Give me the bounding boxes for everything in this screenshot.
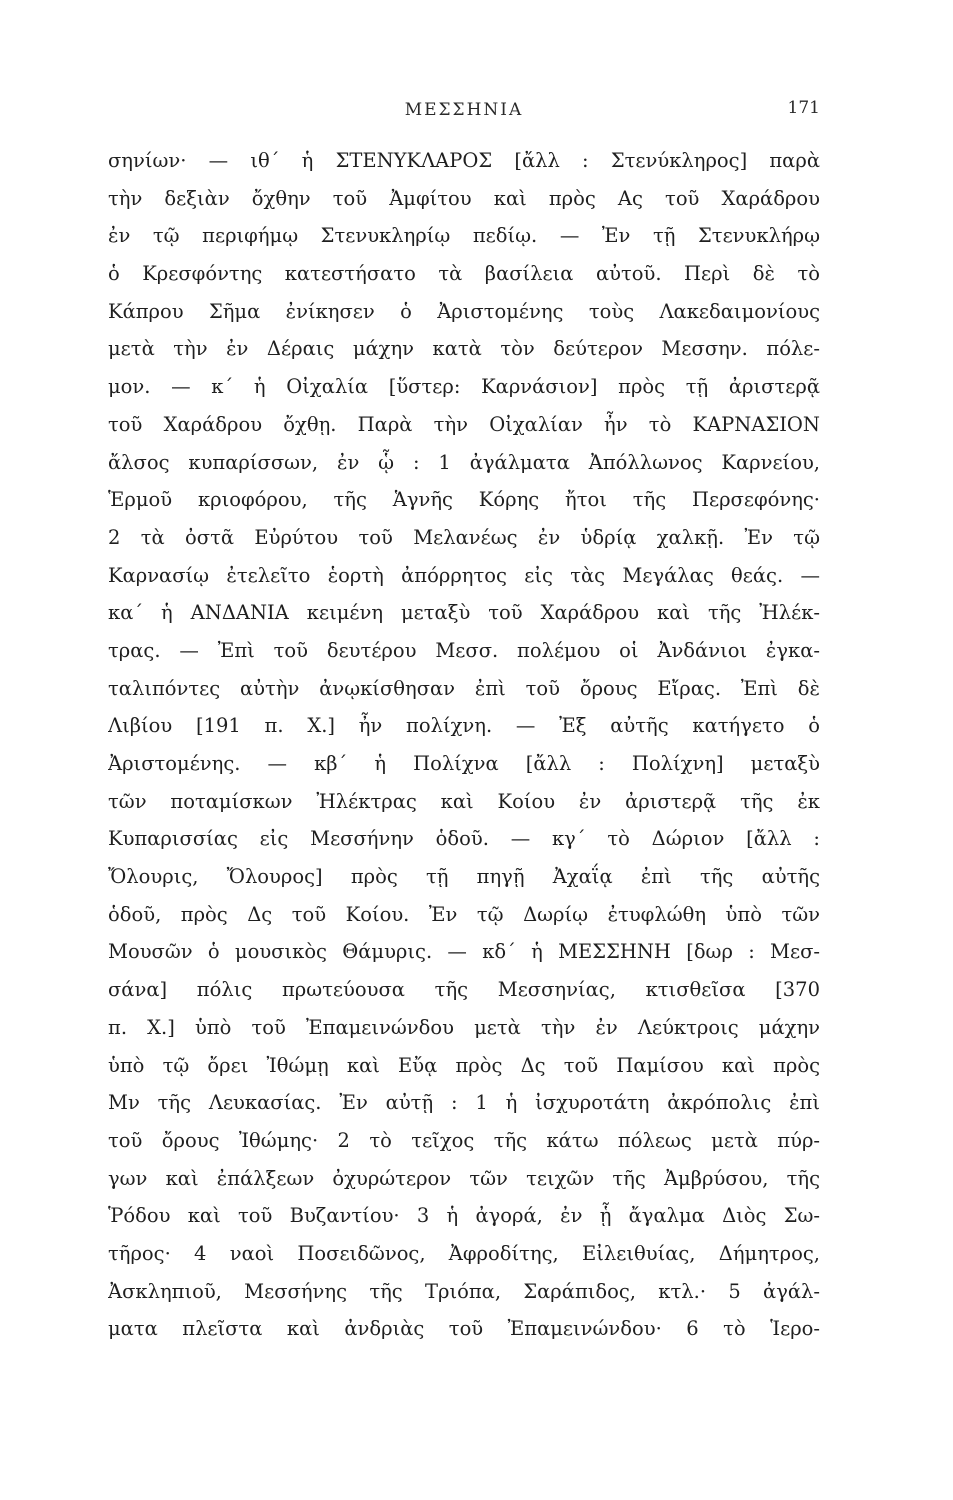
running-title: ΜΕΣΣΗΝΙΑ xyxy=(404,100,524,120)
text-line: μετὰ τὴν ἐν Δέραις μάχην κατὰ τὸν δεύτερον Μεσσην. πόλε- xyxy=(108,337,820,361)
text-line: Ῥόδου καὶ τοῦ Βυζαντίου· 3 ἡ ἀγορά, ἐν ᾗ ἄγαλμα Διὸς Σω- xyxy=(108,1204,820,1228)
text-line: τῶν ποταμίσκων Ἠλέκτρας καὶ Κοίου ἐν ἀριστερᾷ τῆς ἐκ xyxy=(108,789,820,813)
text-line: τοῦ ὄρους Ἰθώμης· 2 τὸ τεῖχος τῆς κάτω πόλεως μετὰ πύρ- xyxy=(108,1128,820,1152)
text-line: Ἀσκληπιοῦ, Μεσσήνης τῆς Τριόπα, Σαράπιδος, κτλ.· 5 ἀγάλ- xyxy=(108,1279,820,1303)
text-line: 2 τὰ ὀστᾶ Εὐρύτου τοῦ Μελανέως ἐν ὑδρίᾳ χαλκῇ. Ἐν τῷ xyxy=(108,525,820,549)
text-line: Ἑρμοῦ κριοφόρου, τῆς Ἁγνῆς Κόρης ἤτοι τῆς Περσεφόνης· xyxy=(108,488,820,512)
text-line: τὴν δεξιὰν ὄχθην τοῦ Ἀμφίτου καὶ πρὸς Ας τοῦ Χαράδρου xyxy=(108,186,820,210)
text-line: σάνα] πόλις πρωτεύουσα τῆς Μεσσηνίας, κτισθεῖσα [370 xyxy=(108,978,820,1002)
text-line: ἄλσος κυπαρίσσων, ἐν ᾧ : 1 ἀγάλματα Ἀπόλλωνος Καρνείου, xyxy=(108,450,820,474)
text-body xyxy=(108,142,820,1348)
text-line: κα΄ ἡ ΑΝΔΑΝΙΑ κειμένη μεταξὺ τοῦ Χαράδρου καὶ τῆς Ἠλέκ- xyxy=(108,601,820,625)
text-line: ματα πλεῖστα καὶ ἀνδριὰς τοῦ Ἐπαμεινώνδου· 6 τὸ Ἱερο- xyxy=(108,1317,820,1341)
text-line: τρας. — Ἐπὶ τοῦ δευτέρου Μεσσ. πολέμου οἱ Ἀνδάνιοι ἐγκα- xyxy=(108,638,820,662)
page-header xyxy=(108,100,820,130)
text-line: Κάπρου Σῆμα ἐνίκησεν ὁ Ἀριστομένης τοὺς Λακεδαιμονίους xyxy=(108,299,820,323)
text-line: μον. — κ΄ ἡ Οἰχαλία [ὕστερ: Καρνάσιον] πρὸς τῇ ἀριστερᾷ xyxy=(108,375,820,399)
text-line: Μουσῶν ὁ μουσικὸς Θάμυρις. — κδ΄ ἡ ΜΕΣΣΗΝΗ [δωρ : Μεσ- xyxy=(108,940,820,964)
text-line: Ἀριστομένης. — κβ΄ ἡ Πολίχνα [ἄλλ : Πολίχνη] μεταξὺ xyxy=(108,752,820,775)
text-line: ὑπὸ τῷ ὄρει Ἰθώμῃ καὶ Εὔᾳ πρὸς Δς τοῦ Παμίσου καὶ πρὸς xyxy=(108,1053,820,1077)
text-line: Καρνασίῳ ἐτελεῖτο ἑορτὴ ἀπόρρητος εἰς τὰς Μεγάλας θεάς. — xyxy=(108,563,820,587)
text-line: ὁ Κρεσφόντης κατεστήσατο τὰ βασίλεια αὐτοῦ. Περὶ δὲ τὸ xyxy=(108,262,820,286)
text-line: Ὄλουρις, Ὄλουρος] πρὸς τῇ πηγῇ Ἀχαΐᾳ ἐπὶ τῆς αὐτῆς xyxy=(108,865,820,889)
text-line: ἐν τῷ περιφήμῳ Στενυκληρίῳ πεδίῳ. — Ἐν τῇ Στενυκλήρῳ xyxy=(108,224,820,248)
text-line: Κυπαρισσίας εἰς Μεσσήνην ὁδοῦ. — κγ΄ τὸ Δώριον [ἄλλ : xyxy=(108,827,820,851)
text-line: γων καὶ ἐπάλξεων ὀχυρώτερον τῶν τειχῶν τῆς Ἀμβρύσου, τῆς xyxy=(108,1166,820,1190)
text-line: ὁδοῦ, πρὸς Δς τοῦ Κοίου. Ἐν τῷ Δωρίῳ ἐτυφλώθη ὑπὸ τῶν xyxy=(108,902,820,926)
text-line: Λιβίου [191 π. Χ.] ἦν πολίχνη. — Ἐξ αὐτῆς κατήγετο ὁ xyxy=(108,714,820,738)
text-line: σηνίων· — ιθ΄ ἡ ΣΤΕΝΥΚΛΑΡΟΣ [ἄλλ : Στενύκληρος] παρὰ xyxy=(108,149,820,172)
text-line: ταλιπόντες αὐτὴν ἀνῳκίσθησαν ἐπὶ τοῦ ὄρους Εἴρας. Ἐπὶ δὲ xyxy=(108,676,820,700)
page-number: 171 xyxy=(787,98,820,118)
text-line: τῆρος· 4 ναοὶ Ποσειδῶνος, Ἀφροδίτης, Εἰλειθυίας, Δήμητρος, xyxy=(108,1241,820,1265)
text-line: τοῦ Χαράδρου ὄχθῃ. Παρὰ τὴν Οἰχαλίαν ἦν τὸ ΚΑΡΝΑΣΙΟΝ xyxy=(108,412,820,436)
text-line: Μν τῆς Λευκασίας. Ἐν αὐτῇ : 1 ἡ ἰσχυροτάτη ἀκρόπολις ἐπὶ xyxy=(108,1091,820,1115)
text-line: π. Χ.] ὑπὸ τοῦ Ἐπαμεινώνδου μετὰ τὴν ἐν Λεύκτροις μάχην xyxy=(108,1015,820,1039)
